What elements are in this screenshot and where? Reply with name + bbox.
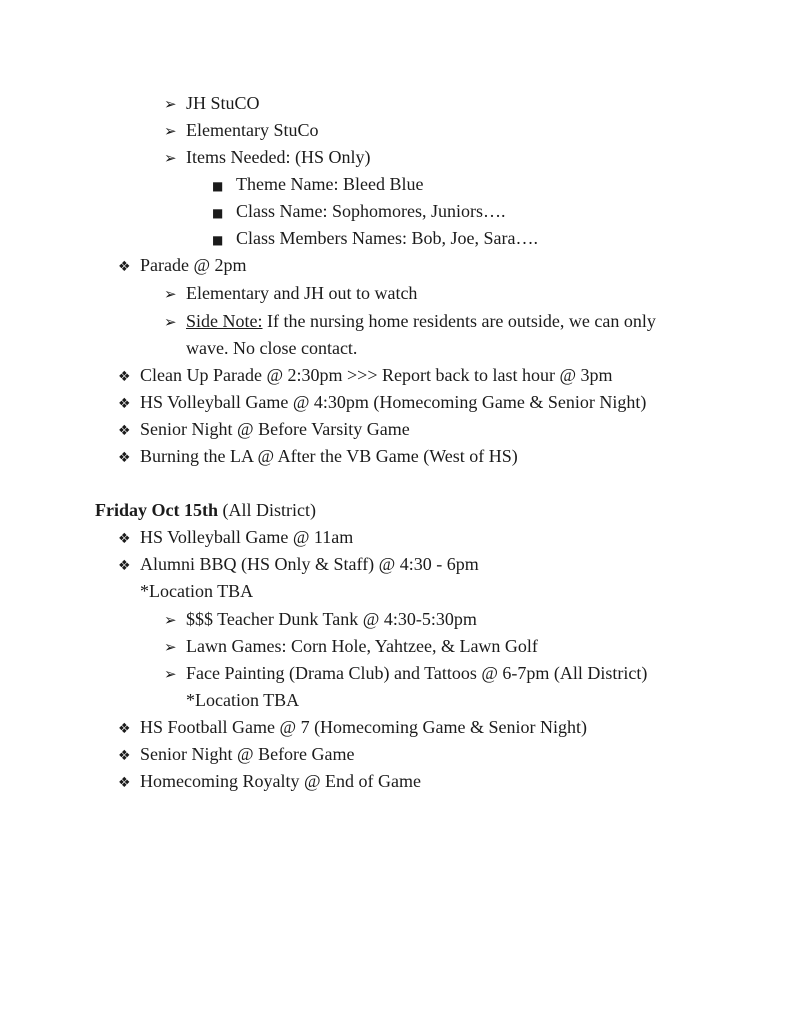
list-item (118, 553, 479, 577)
diamond-bullet-icon: ❖ (118, 450, 131, 466)
list-item (212, 200, 506, 224)
item-text: Elementary and JH out to watch (186, 283, 418, 303)
list-item (118, 445, 518, 469)
list-item (212, 173, 423, 197)
item-text: Burning the LA @ After the VB Game (West of HS) (140, 446, 518, 466)
list-item (212, 227, 538, 251)
list-item (164, 635, 538, 658)
diamond-bullet-icon: ❖ (118, 558, 131, 574)
list-item (118, 716, 587, 740)
item-text: wave. No close contact. (186, 338, 358, 358)
item-text: Clean Up Parade @ 2:30pm >>> Report back to last hour @ 3pm (140, 365, 613, 385)
arrow-bullet-icon: ➢ (164, 611, 177, 629)
item-text: Elementary StuCo (186, 120, 319, 140)
list-item (118, 254, 247, 278)
item-text: *Location TBA (140, 581, 254, 601)
item-text: Theme Name: Bleed Blue (236, 174, 424, 194)
arrow-bullet-icon: ➢ (164, 665, 177, 683)
diamond-bullet-icon: ❖ (118, 721, 131, 737)
section-date: Friday Oct 15th (95, 500, 218, 520)
item-text: JH StuCO (186, 93, 260, 113)
list-item (164, 92, 260, 115)
list-item (164, 282, 417, 305)
location-note (186, 689, 299, 711)
square-bullet-icon: ■ (212, 233, 224, 247)
square-bullet-icon: ■ (212, 206, 224, 220)
item-text: Parade @ 2pm (140, 255, 247, 275)
list-item (164, 119, 318, 142)
item-text: HS Volleyball Game @ 4:30pm (Homecoming Game & Senior Night) (140, 392, 647, 412)
list-item (118, 418, 410, 442)
arrow-bullet-icon: ➢ (164, 122, 177, 140)
arrow-bullet-icon: ➢ (164, 638, 177, 656)
arrow-bullet-icon: ➢ (164, 285, 177, 303)
item-text: Senior Night @ Before Game (140, 744, 355, 764)
arrow-bullet-icon: ➢ (164, 95, 177, 113)
item-text: Homecoming Royalty @ End of Game (140, 771, 422, 791)
list-item (164, 662, 647, 685)
item-text: HS Football Game @ 7 (Homecoming Game & Senior Night) (140, 717, 588, 737)
arrow-bullet-icon: ➢ (164, 149, 177, 167)
list-item-continuation (186, 337, 357, 359)
side-note-label: Side Note: (186, 311, 263, 331)
item-text: If the nursing home residents are outside, we can only (262, 311, 656, 331)
list-item (118, 743, 355, 767)
item-text: HS Volleyball Game @ 11am (140, 527, 354, 547)
item-text: Class Name: Sophomores, Juniors…. (236, 201, 506, 221)
item-text: $$$ Teacher Dunk Tank @ 4:30-5:30pm (186, 609, 477, 629)
diamond-bullet-icon: ❖ (118, 423, 131, 439)
arrow-bullet-icon: ➢ (164, 313, 177, 331)
diamond-bullet-icon: ❖ (118, 531, 131, 547)
location-note (140, 580, 253, 602)
item-text: Items Needed: (HS Only) (186, 147, 371, 167)
section-heading (95, 499, 316, 521)
list-item (164, 608, 477, 631)
section-note: (All District) (218, 500, 316, 520)
diamond-bullet-icon: ❖ (118, 396, 131, 412)
list-item (164, 310, 656, 333)
item-text: Lawn Games: Corn Hole, Yahtzee, & Lawn Golf (186, 636, 538, 656)
diamond-bullet-icon: ❖ (118, 259, 131, 275)
item-text: Senior Night @ Before Varsity Game (140, 419, 410, 439)
list-item (164, 146, 370, 169)
diamond-bullet-icon: ❖ (118, 369, 131, 385)
list-item (118, 364, 613, 388)
item-text: Class Members Names: Bob, Joe, Sara…. (236, 228, 538, 248)
diamond-bullet-icon: ❖ (118, 775, 131, 791)
list-item (118, 770, 421, 794)
item-text: *Location TBA (186, 690, 300, 710)
list-item (118, 391, 646, 415)
diamond-bullet-icon: ❖ (118, 748, 131, 764)
square-bullet-icon: ■ (212, 179, 224, 193)
list-item (118, 526, 353, 550)
item-text: Face Painting (Drama Club) and Tattoos @ 6-7pm (All District) (186, 663, 648, 683)
item-text: Alumni BBQ (HS Only & Staff) @ 4:30 - 6pm (140, 554, 479, 574)
